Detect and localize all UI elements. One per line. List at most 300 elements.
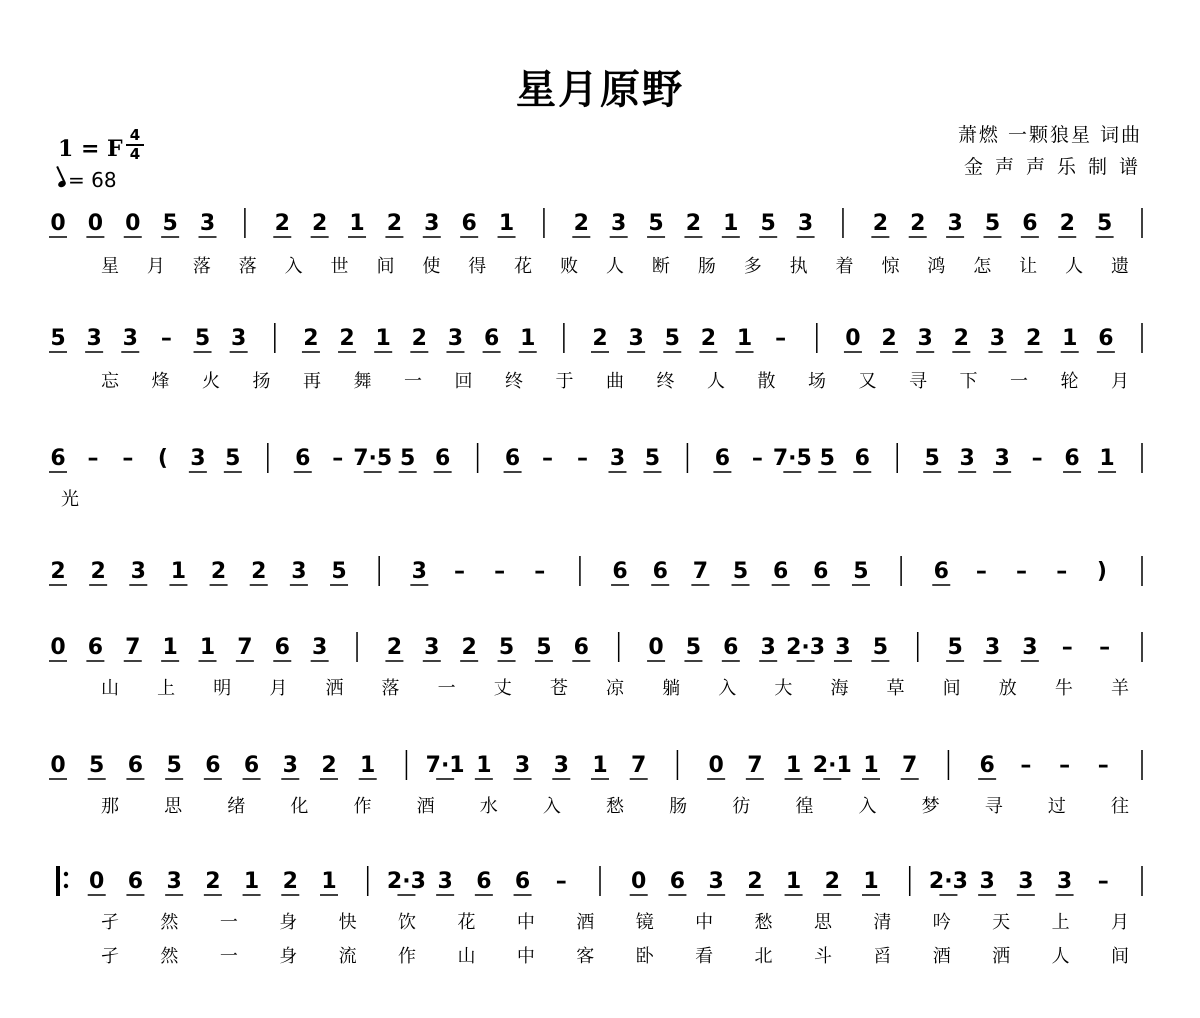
note: 2 (386, 211, 403, 236)
note: 6 (1064, 446, 1080, 471)
note: 5 (50, 326, 66, 351)
lyric-char: 入 (718, 678, 737, 699)
lyric-char: 间 (942, 678, 961, 699)
note: 5 (872, 635, 889, 660)
lyric-char: 轮 (1060, 371, 1079, 392)
note: 2·3 (786, 635, 826, 660)
note: 2·1 (812, 753, 852, 778)
note: 2 (311, 211, 328, 236)
note: 3 (984, 635, 1001, 660)
note: 3 (917, 326, 933, 351)
note: 0 (631, 869, 647, 894)
note: 2 (50, 559, 66, 584)
note: 6 (434, 446, 451, 471)
lyric-char: 化 (290, 796, 309, 817)
lyric-char: 一 (1010, 371, 1028, 392)
lyric-char: 山 (457, 946, 476, 967)
lyric-char: 人 (1051, 946, 1070, 967)
lyric-char: 水 (479, 796, 498, 817)
lyric-char: 烽 (151, 371, 170, 392)
lyric-char: 牛 (1054, 678, 1073, 699)
note: – (1031, 446, 1043, 471)
note: 3 (797, 211, 814, 236)
note: 5 (1096, 211, 1113, 236)
note: 6 (50, 446, 66, 471)
lyric-char: 孑 (101, 946, 119, 967)
note: 6 (274, 635, 290, 660)
lyric-char: 大 (774, 678, 793, 699)
lyric-char: 苍 (549, 678, 568, 699)
note: 5 (984, 211, 1001, 236)
note: 1 (199, 635, 216, 660)
note: 5 (685, 635, 702, 660)
note: – (1097, 869, 1109, 894)
note: 6 (714, 446, 731, 471)
note: 1 (592, 753, 608, 778)
note: 1 (785, 753, 802, 778)
lyric-char: 然 (160, 912, 179, 933)
lyric-char: 执 (789, 256, 808, 277)
key-signature: 1 = F (58, 136, 123, 162)
note: 6 (652, 559, 668, 584)
note: – (1061, 635, 1073, 660)
note: 2 (953, 326, 969, 351)
lyric-char: 草 (886, 678, 905, 699)
lyric-char: 然 (160, 946, 179, 967)
lyric-char: 火 (202, 371, 220, 392)
lyric-char: 镜 (635, 912, 654, 933)
note: 5 (924, 446, 940, 471)
note: – (332, 446, 344, 471)
note: 3 (291, 559, 307, 584)
note: 5 (331, 559, 347, 584)
note: 1 (349, 211, 365, 236)
lyric-char: 酒 (576, 912, 595, 933)
lyric-char: 入 (284, 256, 303, 277)
lyric-char: 过 (1047, 796, 1066, 817)
lyric-char: 落 (192, 256, 211, 277)
time-numerator: 4 (129, 126, 141, 144)
note: 0 (87, 211, 104, 236)
lyric-char: 一 (219, 946, 238, 967)
note: 0 (50, 211, 66, 236)
lyric-char: 光 (61, 489, 79, 510)
lyric-char: 月 (1111, 912, 1129, 933)
lyric-char: 使 (422, 256, 441, 277)
note: 3 (708, 869, 724, 894)
note: 2 (824, 869, 840, 894)
note: 0 (50, 635, 66, 660)
note: 5 (819, 446, 835, 471)
lyric-char: 肠 (669, 796, 688, 817)
note: 3 (122, 326, 138, 351)
lyric-char: 海 (830, 678, 849, 699)
note: – (1020, 753, 1032, 778)
note: 3 (166, 869, 182, 894)
repeat-dot (64, 884, 68, 888)
note: 3 (424, 635, 440, 660)
note: 2 (700, 326, 717, 351)
note: 3 (979, 869, 995, 894)
note: 6 (854, 446, 870, 471)
note: 6 (87, 635, 104, 660)
lyric-char: 人 (1065, 256, 1084, 277)
note: ( (157, 446, 168, 471)
lyric-char: 星 (101, 256, 119, 277)
lyric-char: 落 (381, 678, 400, 699)
lyric-char: 断 (651, 256, 670, 277)
note: 2 (339, 326, 355, 351)
lyric-char: 徨 (795, 796, 814, 817)
lyric-char: 鸿 (927, 256, 946, 277)
note: 5 (853, 559, 869, 584)
lyric-char: 客 (576, 946, 595, 967)
note: 2 (685, 211, 702, 236)
note: 7 (692, 559, 709, 584)
note: 6 (243, 753, 260, 778)
lyric-char: 月 (269, 678, 288, 699)
lyric-char: 入 (858, 796, 877, 817)
note: 7 (631, 753, 647, 778)
lyric-char: 快 (338, 912, 357, 933)
note: 3 (514, 753, 531, 778)
note: 7 (125, 635, 141, 660)
lyric-char: 中 (516, 946, 535, 967)
lyric-char: 肠 (697, 256, 716, 277)
lyric-char: 一 (219, 912, 238, 933)
lyric-char: 丈 (493, 678, 512, 699)
lyric-char: 于 (555, 371, 574, 392)
lyric-char: 明 (213, 678, 232, 699)
lyric-char: 场 (808, 371, 826, 392)
note: 3 (1056, 869, 1073, 894)
note: 6 (504, 446, 521, 471)
note: – (542, 446, 554, 471)
note: 3 (959, 446, 975, 471)
note: – (1097, 753, 1109, 778)
lyric-char: 终 (656, 371, 675, 392)
note: 3 (947, 211, 963, 236)
note: 1 (736, 326, 753, 351)
note: 6 (573, 635, 589, 660)
note: 5 (225, 446, 241, 471)
time-denominator: 4 (129, 145, 141, 163)
note: – (577, 446, 589, 471)
lyric-char: 彷 (732, 796, 751, 817)
lyric-char: 忘 (101, 371, 119, 392)
lyric-char: 人 (606, 256, 624, 277)
note: 3 (835, 635, 851, 660)
note: 3 (989, 326, 1006, 351)
lyric-char: 月 (146, 256, 165, 277)
lyric-char: 上 (1051, 912, 1070, 933)
lyric-char: 酒 (416, 796, 435, 817)
note: 0 (708, 753, 724, 778)
note: 1 (162, 635, 178, 660)
note: 1 (360, 753, 376, 778)
lyric-char: 遗 (1111, 256, 1129, 277)
lyric-char: 清 (873, 912, 892, 933)
lyric-char: 又 (858, 371, 877, 392)
lyric-char: 败 (560, 256, 579, 277)
lyric-char: 扬 (252, 371, 271, 392)
note: 5 (648, 211, 664, 236)
lyric-char: 花 (457, 912, 476, 933)
note: – (975, 559, 987, 584)
note: 7 (237, 635, 253, 660)
lyric-char: 上 (157, 678, 176, 699)
lyric-char: 放 (998, 678, 1017, 699)
note: 2 (303, 326, 319, 351)
note: 3 (190, 446, 206, 471)
lyric-char: 多 (743, 256, 762, 277)
note: 0 (50, 753, 66, 778)
lyric-char: 洒 (992, 946, 1011, 967)
lyric-char: 终 (505, 371, 523, 392)
note: 2 (910, 211, 926, 236)
note: – (1056, 559, 1068, 584)
note: 2 (1025, 326, 1042, 351)
note: 7·5 (772, 446, 812, 471)
lyric-char: 看 (695, 946, 714, 967)
note: 1 (375, 326, 391, 351)
note: 0 (648, 635, 664, 660)
note: 6 (205, 753, 221, 778)
note: 1 (498, 211, 515, 236)
lyric-char: 山 (101, 678, 119, 699)
song-title: 星月原野 (516, 66, 684, 113)
note: 2·3 (928, 869, 968, 894)
lyric-char: 斗 (813, 946, 832, 967)
lyric-char: 梦 (921, 796, 940, 817)
note: 6 (127, 753, 144, 778)
note: – (555, 869, 567, 894)
note: 6 (514, 869, 531, 894)
note: 3 (994, 446, 1010, 471)
note: 5 (166, 753, 182, 778)
lyric-char: 身 (279, 912, 298, 933)
note: 6 (1022, 211, 1038, 236)
note: 1 (170, 559, 187, 584)
note: 2 (411, 326, 427, 351)
lyric-char: 让 (1019, 256, 1038, 277)
note: ) (1096, 559, 1107, 584)
note: 6 (723, 635, 739, 660)
note: 6 (773, 559, 789, 584)
lyric-char: 一 (404, 371, 422, 392)
note: 2·3 (386, 869, 426, 894)
note: 3 (1022, 635, 1038, 660)
note: 1 (863, 753, 879, 778)
note: – (751, 446, 763, 471)
lyric-char: 下 (959, 371, 978, 392)
note: 6 (669, 869, 686, 894)
note: – (160, 326, 172, 351)
note: 2 (592, 326, 608, 351)
lyric-char: 再 (303, 371, 321, 392)
lyric-char: 间 (376, 256, 395, 277)
note: 3 (628, 326, 644, 351)
note: 1 (723, 211, 739, 236)
note: 5 (664, 326, 680, 351)
note: 6 (813, 559, 829, 584)
lyric-char: 思 (164, 796, 183, 817)
lyric-char: 天 (992, 912, 1011, 933)
lyric-char: 一 (437, 678, 456, 699)
note: 2 (282, 869, 298, 894)
lyric-char: 愁 (606, 796, 624, 817)
note: – (1016, 559, 1028, 584)
lyric-char: 羊 (1111, 678, 1129, 699)
lyric-char: 往 (1111, 796, 1129, 817)
note: 3 (424, 211, 440, 236)
note: 6 (476, 869, 492, 894)
note: 2 (210, 559, 227, 584)
note: – (534, 559, 546, 584)
note: 2 (321, 753, 337, 778)
lyric-char: 作 (353, 796, 372, 817)
note: 3 (611, 211, 627, 236)
note: 3 (553, 753, 569, 778)
note: 2 (461, 635, 477, 660)
note: 3 (130, 559, 146, 584)
note: 3 (231, 326, 247, 351)
note: 2 (251, 559, 267, 584)
note: 3 (760, 635, 776, 660)
note: 5 (760, 211, 776, 236)
lyric-char: 中 (695, 912, 714, 933)
note: 7 (747, 753, 763, 778)
lyric-char: 舀 (873, 946, 892, 967)
note: 6 (933, 559, 949, 584)
note: 6 (295, 446, 311, 471)
lyric-char: 舞 (353, 371, 372, 392)
composer-credit: 萧燃 一颗狼星 词曲 (957, 124, 1142, 146)
lyric-char: 吟 (932, 912, 951, 933)
note: 5 (536, 635, 552, 660)
note: 6 (461, 211, 477, 236)
lyric-char: 孑 (101, 912, 119, 933)
note: 7 (902, 753, 918, 778)
note: 2 (872, 211, 889, 236)
note: 5 (400, 446, 416, 471)
lyric-char: 着 (835, 256, 854, 277)
note: 2 (747, 869, 763, 894)
note: 1 (785, 869, 802, 894)
lyric-char: 花 (514, 256, 533, 277)
lyric-char: 回 (454, 371, 473, 392)
lyric-char: 绪 (227, 796, 246, 817)
note: 3 (609, 446, 626, 471)
note: 3 (1018, 869, 1034, 894)
note: – (1099, 635, 1111, 660)
note: 2 (881, 326, 897, 351)
note: 2 (274, 211, 290, 236)
note: 1 (1062, 326, 1078, 351)
lyric-char: 曲 (606, 371, 624, 392)
lyric-char: 卧 (635, 946, 654, 967)
note: 0 (845, 326, 861, 351)
note: 2 (205, 869, 221, 894)
note: 6 (127, 869, 144, 894)
lyric-char: 愁 (754, 912, 773, 933)
note: 5 (498, 635, 515, 660)
lyric-char: 入 (542, 796, 561, 817)
lyric-char: 月 (1111, 371, 1129, 392)
note: 1 (476, 753, 492, 778)
note: 3 (199, 211, 216, 236)
note: – (87, 446, 99, 471)
lyric-char: 落 (238, 256, 257, 277)
note: – (122, 446, 134, 471)
note: – (453, 559, 465, 584)
lyric-char: 寻 (984, 796, 1003, 817)
repeat-dot (64, 872, 68, 876)
lyric-char: 作 (398, 946, 417, 967)
note: – (775, 326, 787, 351)
note: 6 (1098, 326, 1114, 351)
lyric-char: 流 (338, 946, 357, 967)
note: 1 (863, 869, 879, 894)
note: 1 (1099, 446, 1115, 471)
lyric-char: 洒 (325, 678, 344, 699)
note: 6 (612, 559, 628, 584)
note: 2 (386, 635, 403, 660)
note: – (1059, 753, 1071, 778)
note: 0 (125, 211, 141, 236)
lyric-char: 世 (330, 256, 349, 277)
note: 5 (162, 211, 178, 236)
note: 6 (483, 326, 500, 351)
note: 1 (520, 326, 536, 351)
lyric-char: 思 (813, 912, 832, 933)
lyric-char: 寻 (909, 371, 927, 392)
note: 5 (194, 326, 211, 351)
note: 7·1 (425, 753, 465, 778)
note: 3 (282, 753, 298, 778)
lyric-char: 身 (279, 946, 298, 967)
lyric-char: 饮 (398, 912, 417, 933)
lyric-char: 间 (1111, 946, 1129, 967)
lyric-char: 怎 (973, 256, 992, 277)
lyric-char: 凉 (606, 678, 624, 699)
lyric-char: 那 (101, 796, 119, 817)
note: 3 (311, 635, 328, 660)
lyric-char: 北 (754, 946, 773, 967)
note: 7·5 (353, 446, 393, 471)
lyric-char: 酒 (932, 946, 951, 967)
lyric-char: 惊 (881, 256, 900, 277)
note: 3 (447, 326, 464, 351)
lyric-char: 中 (516, 912, 535, 933)
note: 2 (573, 211, 589, 236)
lyric-char: 得 (468, 256, 487, 277)
note: 6 (979, 753, 995, 778)
lyric-char: 散 (757, 371, 776, 392)
note: 5 (732, 559, 749, 584)
note: – (494, 559, 506, 584)
lyric-char: 躺 (662, 678, 681, 699)
tempo-value: = 68 (68, 168, 117, 192)
arranger-credit: 金声声乐制谱 (963, 156, 1150, 178)
note: 1 (321, 869, 337, 894)
note: 1 (243, 869, 260, 894)
note: 3 (86, 326, 102, 351)
note: 2 (1059, 211, 1075, 236)
note: 5 (644, 446, 661, 471)
note: 0 (89, 869, 105, 894)
note: 3 (437, 869, 453, 894)
